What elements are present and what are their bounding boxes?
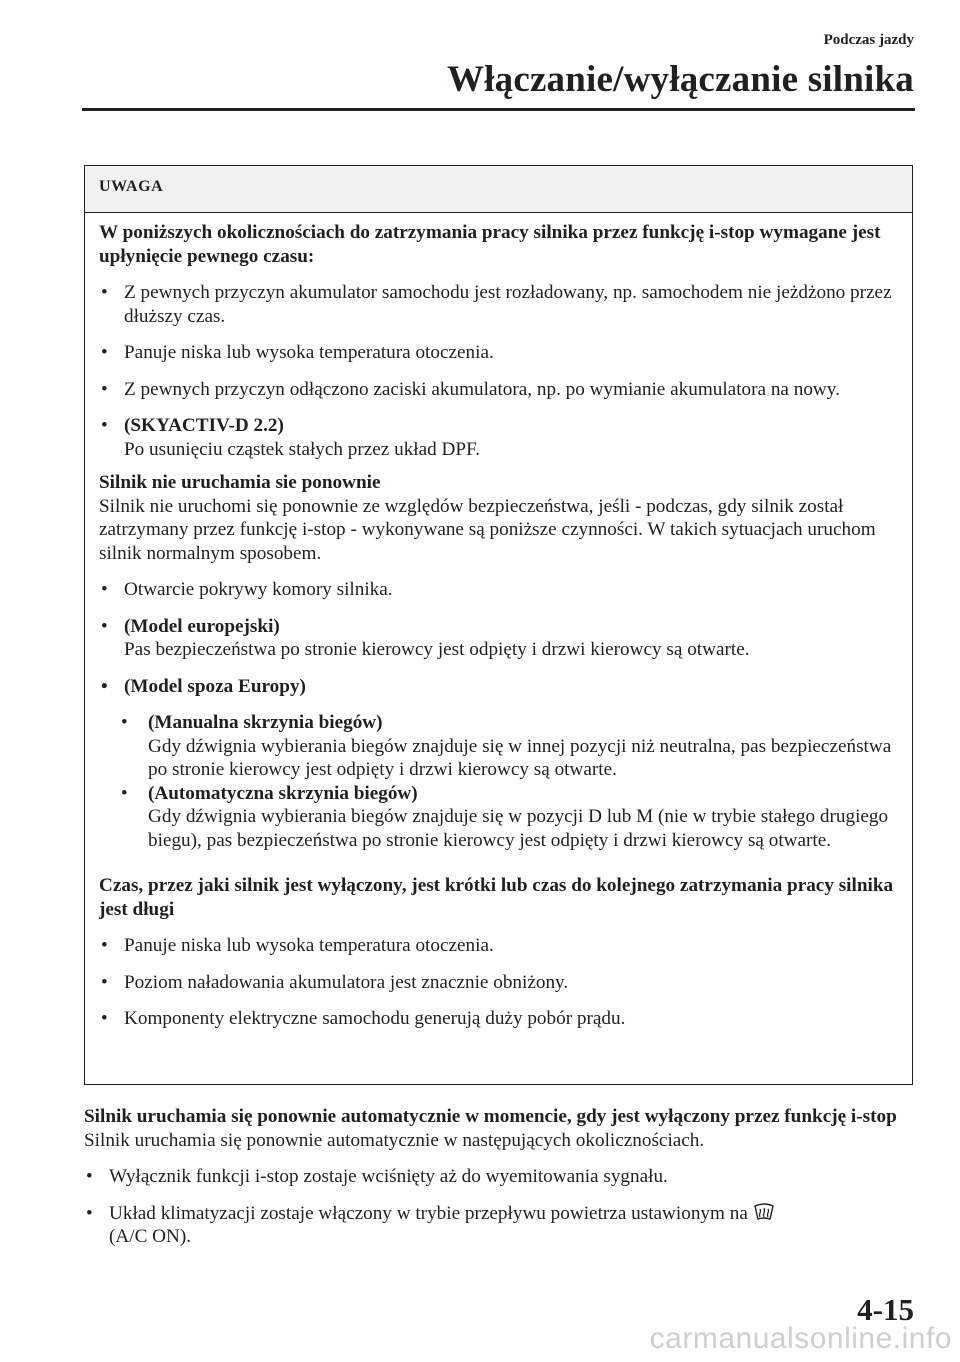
restart-title: Silnik nie uruchamia sie ponownie bbox=[99, 472, 381, 493]
skyactiv-text: Po usunięciu cząstek stałych przez układ DPF. bbox=[124, 438, 481, 460]
auto-text: Gdy dźwignia wybierania biegów znajduje się w pozycji D lub M (nie w trybie stałego drugiego biegu), pas bezpieczeństwa po stronie kierowcy jest odpięty i drzwi kierowcy są otwarte. bbox=[148, 806, 889, 851]
list-item-text: Układ klimatyzacji zostaje włączony w trybie przepływu powietrza ustawionym na bbox=[109, 1202, 748, 1224]
header-section: Podczas jazdy bbox=[823, 32, 914, 48]
header-rule bbox=[82, 108, 915, 111]
manual-label: • (Manualna skrzynia biegów) bbox=[148, 712, 383, 733]
section-text: Silnik uruchamia się ponownie automatycznie w następujących okolicznościach. bbox=[84, 1129, 705, 1151]
sub-list-item bbox=[99, 782, 898, 853]
list-item bbox=[84, 1202, 913, 1249]
list-item: • Otwarcie pokrywy komory silnika. bbox=[99, 578, 898, 602]
list-item: • Z pewnych przyczyn odłączono zaciski akumulatora, np. po wymianie akumulatora na nowy. bbox=[99, 378, 898, 402]
list-item: • Poziom naładowania akumulatora jest znacznie obniżony. bbox=[99, 971, 898, 995]
list-item bbox=[99, 414, 898, 461]
list-item: • (Model spoza Europy) bbox=[99, 675, 898, 699]
list-item: • Panuje niska lub wysoka temperatura otoczenia. bbox=[99, 934, 898, 958]
caution-label: UWAGA bbox=[99, 178, 164, 195]
list-item: • Panuje niska lub wysoka temperatura otoczenia. bbox=[99, 341, 898, 365]
section-heading: Silnik uruchamia się ponownie automatycznie w momencie, gdy jest wyłączony przez funkcję i-stop bbox=[84, 1106, 897, 1127]
auto-label: • (Automatyczna skrzynia biegów) bbox=[148, 782, 418, 804]
list-item bbox=[99, 615, 898, 662]
sub-list-item bbox=[99, 711, 898, 782]
eu-text: Pas bezpieczeństwa po stronie kierowcy jest odpięty i drzwi kierowcy są otwarte. bbox=[124, 639, 750, 660]
restart-text: Silnik nie uruchomi się ponownie ze względów bezpieczeństwa, jeśli - podczas, gdy silnik został zatrzymany przez funkcję i-stop - wykonywane są poniższe czynności. W takich sytuacjach uruchom silnik normalnym sposobem. bbox=[99, 495, 876, 564]
list-item: • Komponenty elektryczne samochodu generują duży pobór prądu. bbox=[99, 1007, 898, 1031]
list-item: • Wyłącznik funkcji i-stop zostaje wciśnięty aż do wyemitowania sygnału. bbox=[84, 1165, 913, 1189]
caution-body bbox=[99, 221, 898, 1031]
caution-header bbox=[85, 166, 912, 213]
manual-text: Gdy dźwignia wybierania biegów znajduje się w innej pozycji niż neutralna, pas bezpieczeństwa po stronie kierowcy jest odpięty i drzwi kierowcy są otwarte. bbox=[148, 735, 892, 780]
watermark: carmanualsonline.info bbox=[649, 1322, 952, 1355]
windshield-defroster-icon bbox=[753, 1203, 775, 1221]
list-item-tail: (A/C ON). bbox=[109, 1226, 192, 1247]
eu-label: • (Model europejski) bbox=[124, 615, 280, 637]
list-item: • Z pewnych przyczyn akumulator samochodu jest rozładowany, np. samochodem nie jeżdżono przez dłuższy czas. bbox=[99, 281, 898, 328]
skyactiv-label: • (SKYACTIV-D 2.2) bbox=[124, 415, 284, 436]
caution-box bbox=[84, 165, 913, 1085]
page-number: 4-15 bbox=[857, 1292, 914, 1327]
page-title: Włączanie/wyłączanie silnika bbox=[446, 59, 914, 100]
time-title: Czas, przez jaki silnik jest wyłączony, jest krótki lub czas do kolejnego zatrzymania pracy silnika jest długi bbox=[99, 875, 894, 920]
auto-restart-section bbox=[84, 1105, 913, 1249]
caution-intro: W poniższych okolicznościach do zatrzymania pracy silnika przez funkcję i-stop wymagane jest upłynięcie pewnego czasu: bbox=[99, 222, 881, 267]
